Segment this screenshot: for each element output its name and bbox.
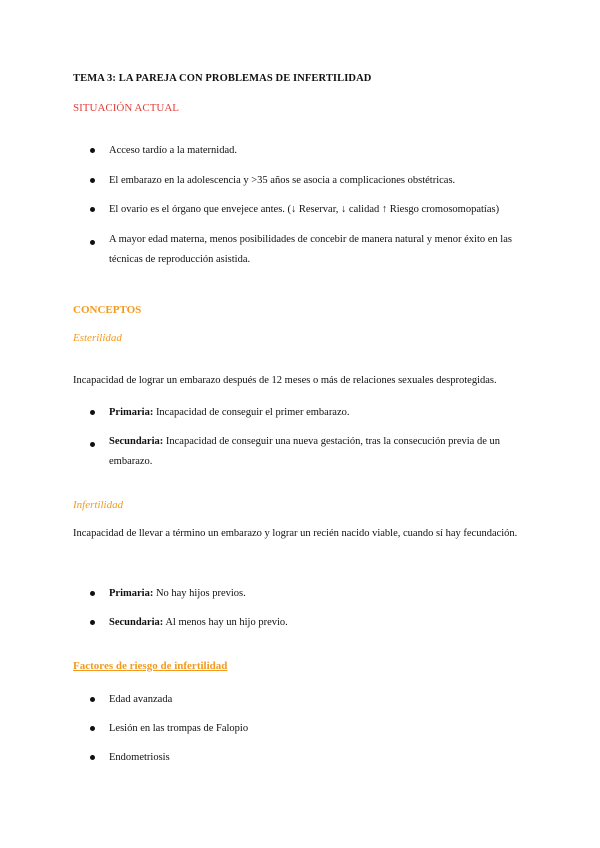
bullet-dot (90, 620, 95, 625)
term-label: Primaria: (109, 588, 154, 599)
bullet-dot (90, 442, 95, 447)
list-item: Edad avanzada (109, 694, 173, 705)
bullet-dot (90, 726, 95, 731)
paragraph-esterilidad: Incapacidad de lograr un embarazo después de 12 meses o más de relaciones sexuales desprotegidas. (73, 375, 497, 386)
term-label: Secundaria: (109, 617, 164, 628)
bullet-dot (90, 591, 95, 596)
bullet-dot (90, 755, 95, 760)
subheading-infertilidad: Infertilidad (73, 499, 124, 511)
section-heading-situacion: SITUACIÓN ACTUAL (73, 102, 180, 114)
bullet-dot (90, 410, 95, 415)
term-text: Incapacidad de conseguir una nueva gestación, tras la consecución previa de un embarazo. (109, 436, 500, 467)
list-item: Acceso tardío a la maternidad. (109, 145, 237, 156)
list-item (109, 586, 246, 601)
list-item: Endometriosis (109, 752, 170, 763)
section-heading-factores: Factores de riesgo de infertilidad (73, 660, 228, 672)
subheading-esterilidad: Esterilidad (73, 332, 122, 344)
list-item: El embarazo en la adolescencia y >35 años se asocia a complicaciones obstétricas. (109, 175, 456, 186)
list-item: Lesión en las trompas de Falopio (109, 723, 249, 734)
list-item (109, 615, 288, 630)
bullet-dot (90, 697, 95, 702)
term-label: Primaria: (109, 407, 154, 418)
list-item (109, 432, 524, 472)
term-text: Al menos hay un hijo previo. (165, 617, 288, 628)
term-text: No hay hijos previos. (155, 588, 246, 599)
document-title: TEMA 3: LA PAREJA CON PROBLEMAS DE INFERTILIDAD (73, 73, 372, 84)
bullet-dot (90, 148, 95, 153)
bullet-dot (90, 240, 95, 245)
term-text: Incapacidad de conseguir el primer embarazo. (155, 407, 350, 418)
bullet-dot (90, 178, 95, 183)
list-item: El ovario es el órgano que envejece antes. (↓ Reservar, ↓ calidad ↑ Riesgo cromosomopatías) (109, 204, 500, 215)
term-label: Secundaria: (109, 436, 164, 447)
paragraph-infertilidad: Incapacidad de llevar a término un embarazo y lograr un recién nacido viable, cuando sí hay fecundación. (73, 528, 518, 539)
bullet-dot (90, 207, 95, 212)
section-heading-conceptos: CONCEPTOS (73, 304, 142, 316)
list-item: A mayor edad materna, menos posibilidades de concebir de manera natural y menor éxito en las técnicas de reproducción asistida. (109, 234, 512, 265)
list-item (109, 405, 350, 420)
